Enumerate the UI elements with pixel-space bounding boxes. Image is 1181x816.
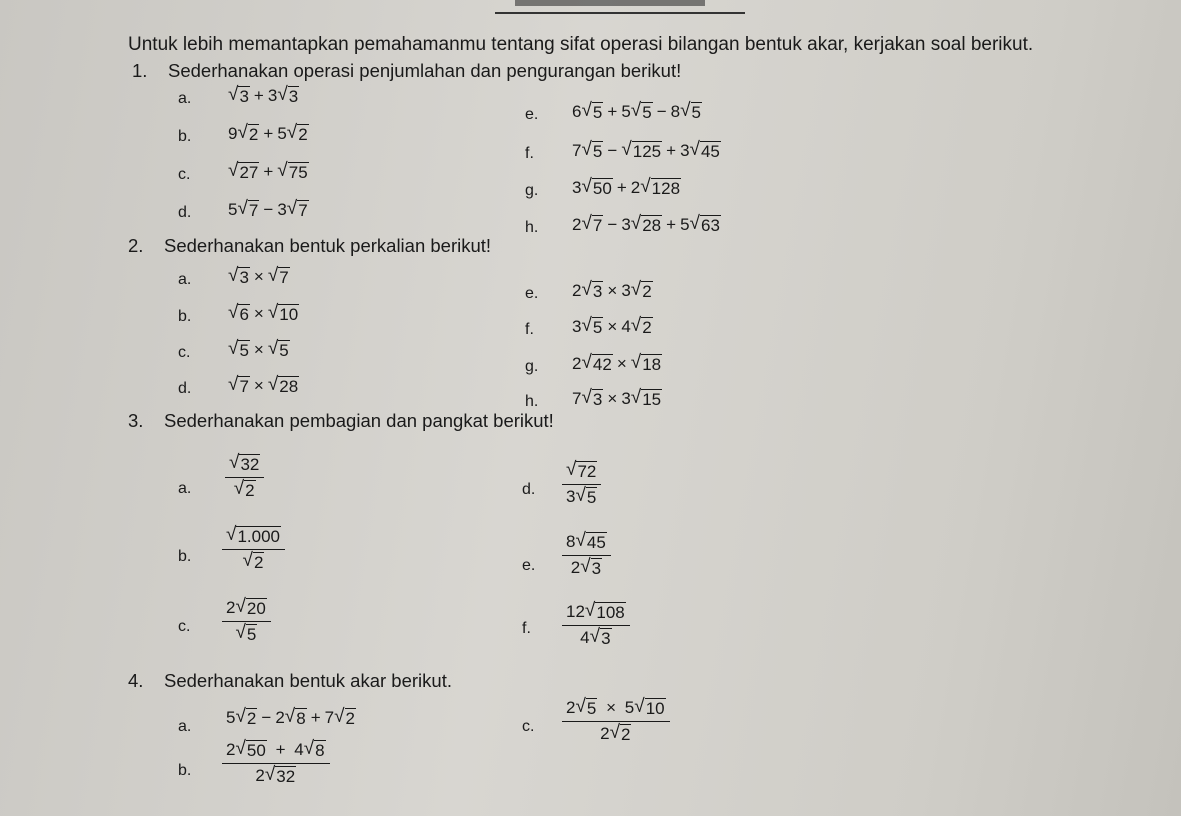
expr-2e: 2 √ 3 × 3 √ 2	[572, 279, 652, 301]
label-2e: e.	[525, 285, 539, 302]
label-2h: h.	[525, 393, 539, 410]
expr-4a: 5 √ 2 − 2 √ 8 + 7 √ 2	[226, 706, 355, 728]
expr-1g: 3 √ 50 + 2 √ 128	[572, 176, 681, 198]
label-4a: a.	[178, 718, 192, 735]
label-3e: e.	[522, 557, 536, 574]
label-1f: f.	[525, 145, 534, 162]
label-2d: d.	[178, 380, 192, 397]
expr-2d: √ 7 × √ 28	[228, 374, 299, 396]
label-4c: c.	[522, 718, 535, 735]
frac-3c: 2 √ 20 √ 5	[222, 598, 271, 644]
label-1a: a.	[178, 90, 192, 107]
expr-1e: 6 √ 5 + 5 √ 5 − 8 √ 5	[572, 100, 701, 122]
expr-1b: 9 √ 2 + 5 √ 2	[228, 122, 308, 144]
label-2a: a.	[178, 271, 192, 288]
label-3b: b.	[178, 548, 192, 565]
frac-3a: √ 32 √ 2	[225, 454, 264, 500]
label-2b: b.	[178, 308, 192, 325]
expr-1h: 2 √ 7 − 3 √ 28 + 5 √ 63	[572, 213, 720, 235]
frac-3e: 8 √ 45 2 √ 3	[562, 532, 611, 578]
label-1g: g.	[525, 182, 539, 199]
label-1h: h.	[525, 219, 539, 236]
expr-1d: 5 √ 7 − 3 √ 7	[228, 198, 308, 220]
expr-2h: 7 √ 3 × 3 √ 15	[572, 387, 662, 409]
expr-1a: √ 3 + 3 √ 3	[228, 84, 299, 106]
label-3a: a.	[178, 480, 192, 497]
expr-2g: 2 √ 42 × √ 18	[572, 352, 662, 374]
frac-3f: 12 √ 108 4 √ 3	[562, 602, 630, 648]
label-1d: d.	[178, 204, 192, 221]
label-3f: f.	[522, 620, 531, 637]
expr-2c: √ 5 × √ 5	[228, 338, 289, 360]
section-2-title: 2. Sederhanakan bentuk perkalian berikut!	[128, 235, 492, 256]
label-3d: d.	[522, 481, 536, 498]
label-1e: e.	[525, 106, 539, 123]
expr-1c: √ 27 + √ 75	[228, 160, 308, 182]
label-2f: f.	[525, 321, 534, 338]
frac-4b: 2 √ 50 + 4 √ 8 2 √ 32	[222, 740, 330, 786]
section-1-title: 1. Sederhanakan operasi penjumlahan dan pengurangan berikut!	[132, 60, 682, 81]
label-4b: b.	[178, 762, 192, 779]
top-heading-remnant	[495, 0, 745, 14]
frac-4c: 2 √ 5 × 5 √ 10 2 √ 2	[562, 698, 670, 744]
section-3-title: 3. Sederhanakan pembagian dan pangkat berikut!	[128, 410, 554, 431]
label-1c: c.	[178, 166, 191, 183]
frac-3d: √ 72 3 √ 5	[562, 461, 601, 507]
expr-2a: √ 3 × √ 7	[228, 265, 289, 287]
label-2c: c.	[178, 344, 191, 361]
expr-1f: 7 √ 5 − √ 125 + 3 √ 45	[572, 139, 720, 161]
frac-3b: √ 1.000 √ 2	[222, 526, 285, 572]
label-3c: c.	[178, 618, 191, 635]
label-2g: g.	[525, 358, 539, 375]
expr-2b: √ 6 × √ 10	[228, 302, 299, 324]
label-1b: b.	[178, 128, 192, 145]
expr-2f: 3 √ 5 × 4 √ 2	[572, 315, 652, 337]
section-4-title: 4. Sederhanakan bentuk akar berikut.	[128, 670, 452, 691]
intro-text: Untuk lebih memantapkan pemahamanmu tentang sifat operasi bilangan bentuk akar, kerjakan soal berikut.	[128, 34, 1034, 55]
